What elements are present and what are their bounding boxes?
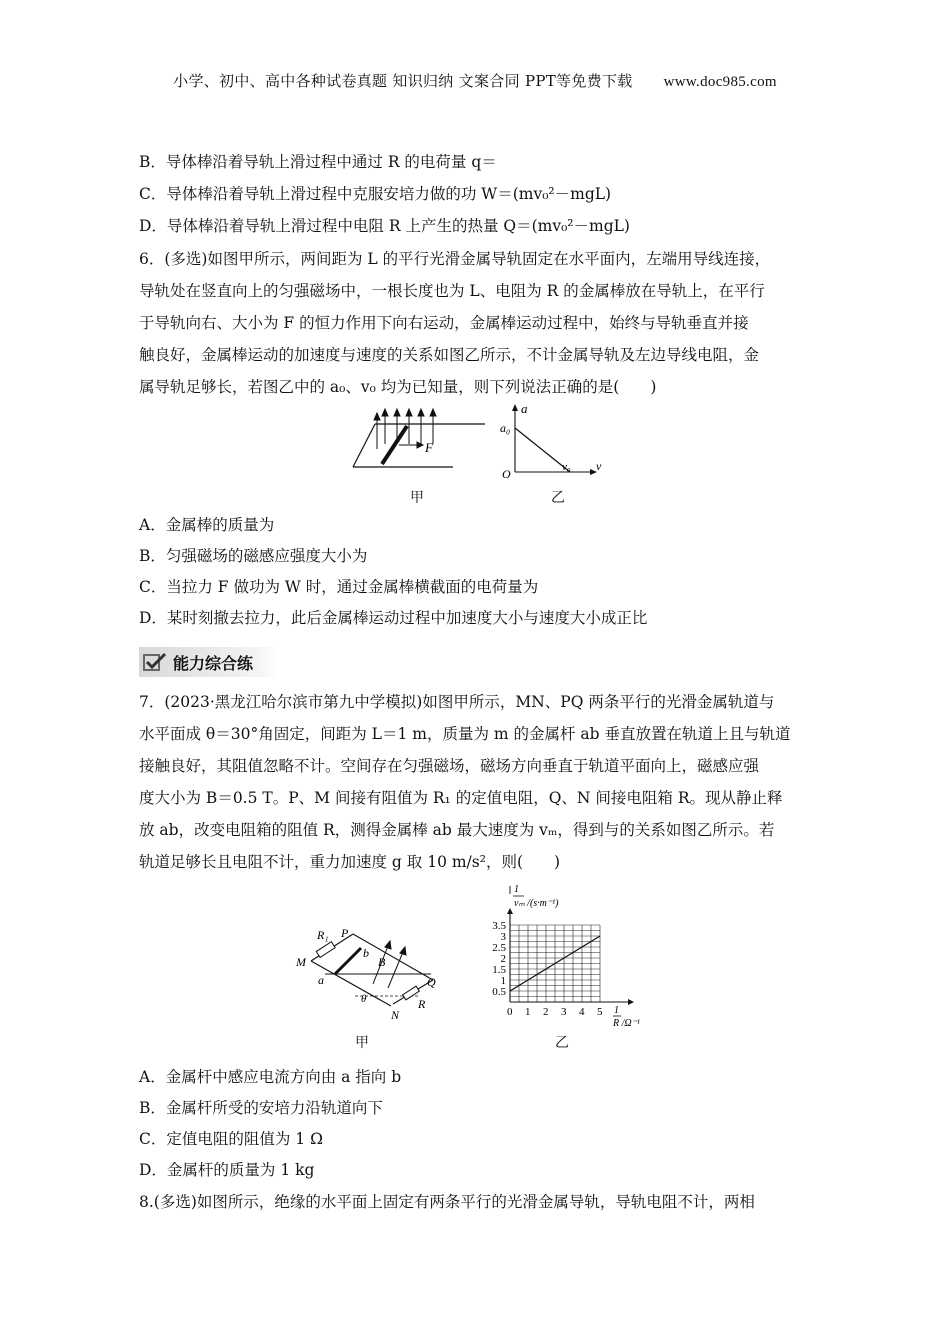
- q8-line-1: 8.(多选)如图所示，绝缘的水平面上固定有两条平行的光滑金属导轨，导轨电阻不计，两相: [139, 1193, 755, 1211]
- chart-x-tick-label: 1: [525, 1006, 531, 1018]
- section-title: 能力综合练: [173, 654, 254, 673]
- r1-label: R₁: [317, 928, 329, 942]
- q6-option-b: B．匀强磁场的磁感应强度大小为: [139, 547, 368, 565]
- q7-line-6: 轨道足够长且电阻不计，重力加速度 g 取 10 m/s²，则( ): [139, 853, 561, 871]
- chart-x-tick-label: 5: [597, 1006, 603, 1018]
- chart-y-arrow: [507, 908, 513, 914]
- origin-label: O: [502, 467, 511, 480]
- section-banner: [139, 647, 279, 677]
- q7-option-b: B．金属杆所受的安培力沿轨道向下: [139, 1099, 383, 1117]
- a-axis-label: a: [521, 402, 528, 416]
- q6-line-2: 导轨处在竖直向上的匀强磁场中，一根长度也为 L、电阻为 R 的金属棒放在导轨上，在平行: [139, 282, 765, 300]
- q7-line-4: 度大小为 B＝0.5 T。P、M 间接有阻值为 R₁ 的定值电阻，Q、N 间接电阻箱 R。现从静止释: [139, 789, 783, 807]
- q5-option-d: D．导体棒沿着导轨上滑过程中电阻 R 上产生的热量 Q＝(mv₀²－mgL): [139, 217, 630, 235]
- chart-y-tick-label: 3: [500, 931, 506, 943]
- q7-line-2: 水平面成 θ＝30°角固定，间距为 L＝1 m，质量为 m 的金属杆 ab 垂直放置在轨道上且与轨道: [139, 725, 791, 743]
- force-label: F: [425, 440, 433, 455]
- a-label: a: [318, 973, 324, 987]
- chart-y-tick-label: 2.5: [492, 942, 506, 954]
- chart-y-tick-label: 3.5: [492, 920, 506, 932]
- b-label: b: [363, 946, 369, 960]
- p-label: P: [341, 926, 349, 940]
- v-axis-label: v: [596, 459, 602, 473]
- q6-figure-graph: [497, 402, 607, 480]
- a0-label: a₀: [500, 421, 511, 435]
- q6-option-a: A．金属棒的质量为: [139, 516, 275, 534]
- n-label: N: [391, 1008, 400, 1022]
- q6-option-c: C．当拉力 F 做功为 W 时，通过金属棒横截面的电荷量为: [139, 578, 539, 596]
- q7-option-c: C．定值电阻的阻值为 1 Ω: [139, 1130, 323, 1148]
- q6-caption-right: 乙: [551, 490, 565, 506]
- checkbox-icon: [143, 652, 169, 672]
- chart-y-title-num: 1: [514, 884, 519, 895]
- q7-caption-right: 乙: [555, 1035, 569, 1051]
- r-label: R: [418, 997, 426, 1011]
- chart-x-title: R /Ω⁻¹: [613, 1018, 640, 1029]
- q6-caption-left: 甲: [410, 490, 424, 506]
- q-label: Q: [427, 975, 436, 989]
- header-url[interactable]: www.doc985.com: [663, 74, 777, 90]
- chart-y-tick-label: 1: [500, 975, 506, 987]
- q6-line-3: 于导轨向右、大小为 F 的恒力作用下向右运动，金属棒运动过程中，始终与导轨垂直并接: [139, 314, 749, 332]
- q7-chart: [478, 882, 658, 1034]
- field-b-label: B: [378, 955, 386, 969]
- chart-x-tick-label: 0: [507, 1006, 513, 1018]
- q6-line-5: 属导轨足够长，若图乙中的 a₀、v₀ 均为已知量，则下列说法正确的是( ): [139, 378, 657, 396]
- q6-line-1: 6．(多选)如图甲所示，两间距为 L 的平行光滑金属导轨固定在水平面内，左端用导线连接，: [139, 250, 771, 268]
- chart-y-tick-label: 2: [500, 953, 506, 965]
- theta-label: θ: [361, 993, 367, 1005]
- m-label: M: [296, 955, 306, 969]
- chart-x-tick-label: 2: [543, 1006, 549, 1018]
- q6-option-d: D．某时刻撤去拉力，此后金属棒运动过程中加速度大小与速度大小成正比: [139, 609, 648, 627]
- chart-y-tick-label: 1.5: [492, 964, 506, 976]
- chart-x-arrow: [628, 999, 634, 1005]
- page-header: [0, 70, 950, 91]
- q7-option-d: D．金属杆的质量为 1 kg: [139, 1161, 315, 1179]
- q6-figure-rails: [345, 404, 485, 484]
- chart-x-title-num: 1: [614, 1005, 619, 1016]
- chart-x-tick-label: 3: [561, 1006, 567, 1018]
- q6-line-4: 触良好，金属棒运动的加速度与速度的关系如图乙所示，不计金属导轨及左边导线电阻，金: [139, 346, 760, 364]
- q7-caption-left: 甲: [355, 1035, 369, 1051]
- q7-option-a: A．金属杆中感应电流方向由 a 指向 b: [139, 1068, 402, 1086]
- q5-option-b: B．导体棒沿着导轨上滑过程中通过 R 的电荷量 q＝: [139, 153, 497, 171]
- chart-y-title: vₘ /(s·m⁻¹): [514, 898, 559, 909]
- chart-x-tick-label: 4: [579, 1006, 585, 1018]
- q7-line-5: 放 ab，改变电阻箱的阻值 R，测得金属棒 ab 最大速度为 vₘ，得到与的关系如图乙所示。若: [139, 821, 775, 839]
- q7-line-3: 接触良好，其阻值忽略不计。空间存在匀强磁场，磁场方向垂直于轨道平面向上，磁感应强: [139, 757, 760, 775]
- q7-figure-incline: [293, 926, 443, 1026]
- q5-option-c: C．导体棒沿着导轨上滑过程中克服安培力做的功 W＝(mv₀²－mgL): [139, 185, 612, 203]
- q7-line-1: 7．(2023·黑龙江哈尔滨市第九中学模拟)如图甲所示，MN、PQ 两条平行的光滑金属轨道与: [139, 693, 775, 711]
- chart-y-tick-label: 0.5: [492, 986, 506, 998]
- header-text: 小学、初中、高中各种试卷真题 知识归纳 文案合同 PPT等免费下载: [173, 72, 633, 90]
- v0-label: v₀: [562, 461, 571, 473]
